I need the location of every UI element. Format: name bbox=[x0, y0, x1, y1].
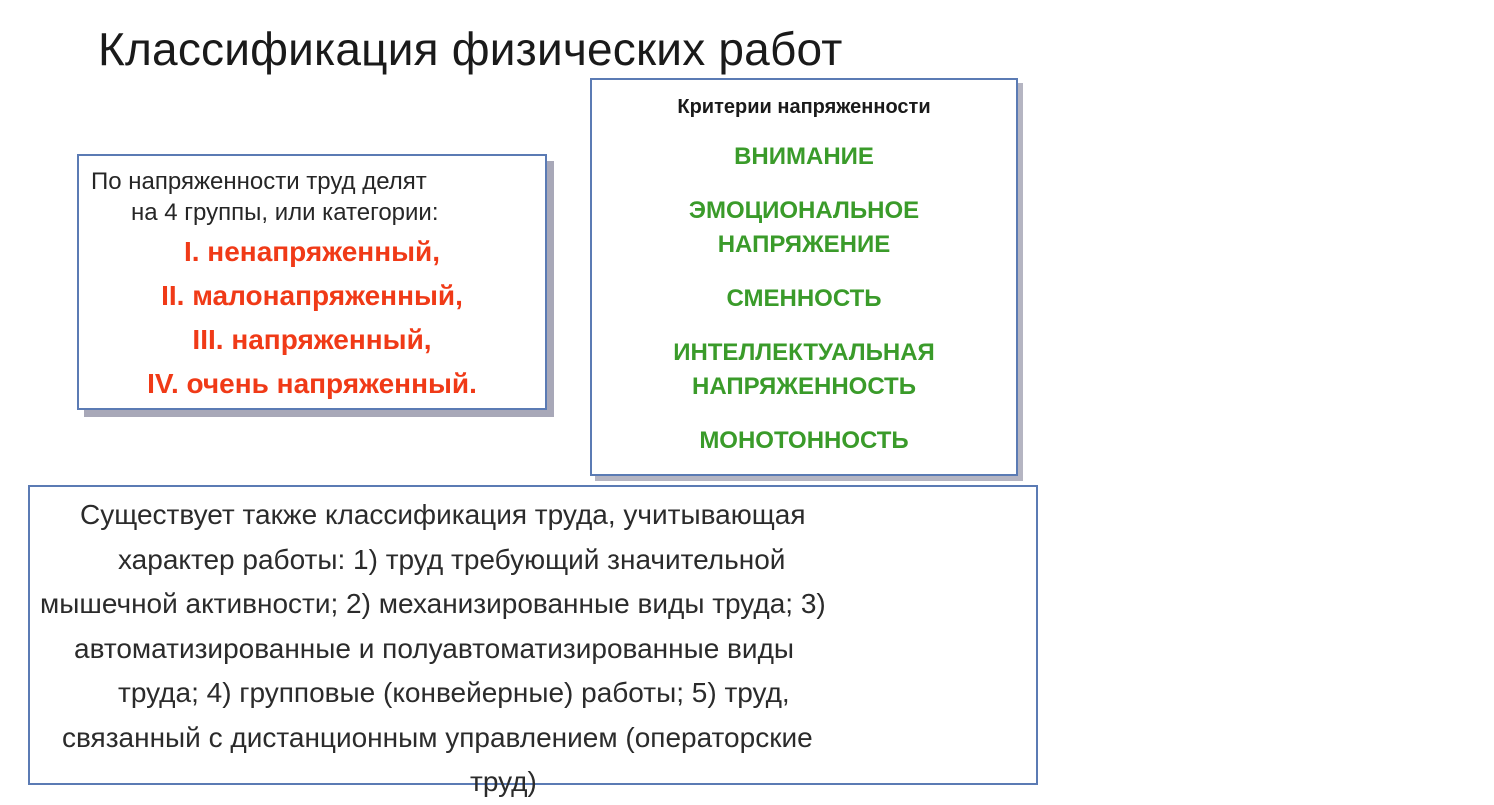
intensity-intro bbox=[91, 166, 439, 228]
category-item: III. напряженный, bbox=[192, 324, 432, 355]
category-list bbox=[79, 230, 545, 406]
labor-classification-text bbox=[30, 493, 1054, 805]
text-line: мышечной активности; 2) механизированные виды труда; 3) bbox=[40, 588, 826, 619]
category-item: I. ненапряженный, bbox=[183, 236, 441, 267]
criteria-list bbox=[592, 140, 1016, 478]
text-line: характер работы: 1) труд требующий значительной bbox=[118, 543, 786, 575]
category-item: II. малонапряженный, bbox=[161, 280, 463, 311]
criteria-item: ЭМОЦИОНАЛЬНОЕ НАПРЯЖЕНИЕ bbox=[688, 197, 920, 258]
text-line: связанный с дистанционным управлением (операторские bbox=[62, 721, 813, 753]
text-line: Существует также классификация труда, учитывающая bbox=[80, 499, 806, 530]
category-item: IV. очень напряженный. bbox=[147, 368, 477, 399]
criteria-item: МОНОТОННОСТЬ bbox=[699, 427, 909, 454]
criteria-title: Критерии напряженности bbox=[677, 96, 931, 118]
intro-line-2: на 4 группы, или категории: bbox=[131, 199, 439, 226]
criteria-item: СМЕННОСТЬ bbox=[726, 285, 882, 312]
criteria-item: ИНТЕЛЛЕКТУАЛЬНАЯ НАПРЯЖЕННОСТЬ bbox=[673, 339, 935, 400]
text-line: труда; 4) групповые (конвейерные) работы; 5) труд, bbox=[118, 677, 790, 708]
criteria-item: ВНИМАНИЕ bbox=[734, 143, 874, 170]
text-line: труд) bbox=[470, 766, 537, 797]
criteria-box bbox=[590, 78, 1018, 476]
labor-classification-box bbox=[28, 485, 1038, 797]
intro-line-1: По напряженности труд делят bbox=[91, 168, 427, 195]
intensity-categories-box bbox=[77, 154, 547, 410]
slide-title: Классификация физических работ bbox=[98, 23, 843, 75]
text-line: автоматизированные и полуавтоматизированные виды bbox=[74, 632, 795, 664]
